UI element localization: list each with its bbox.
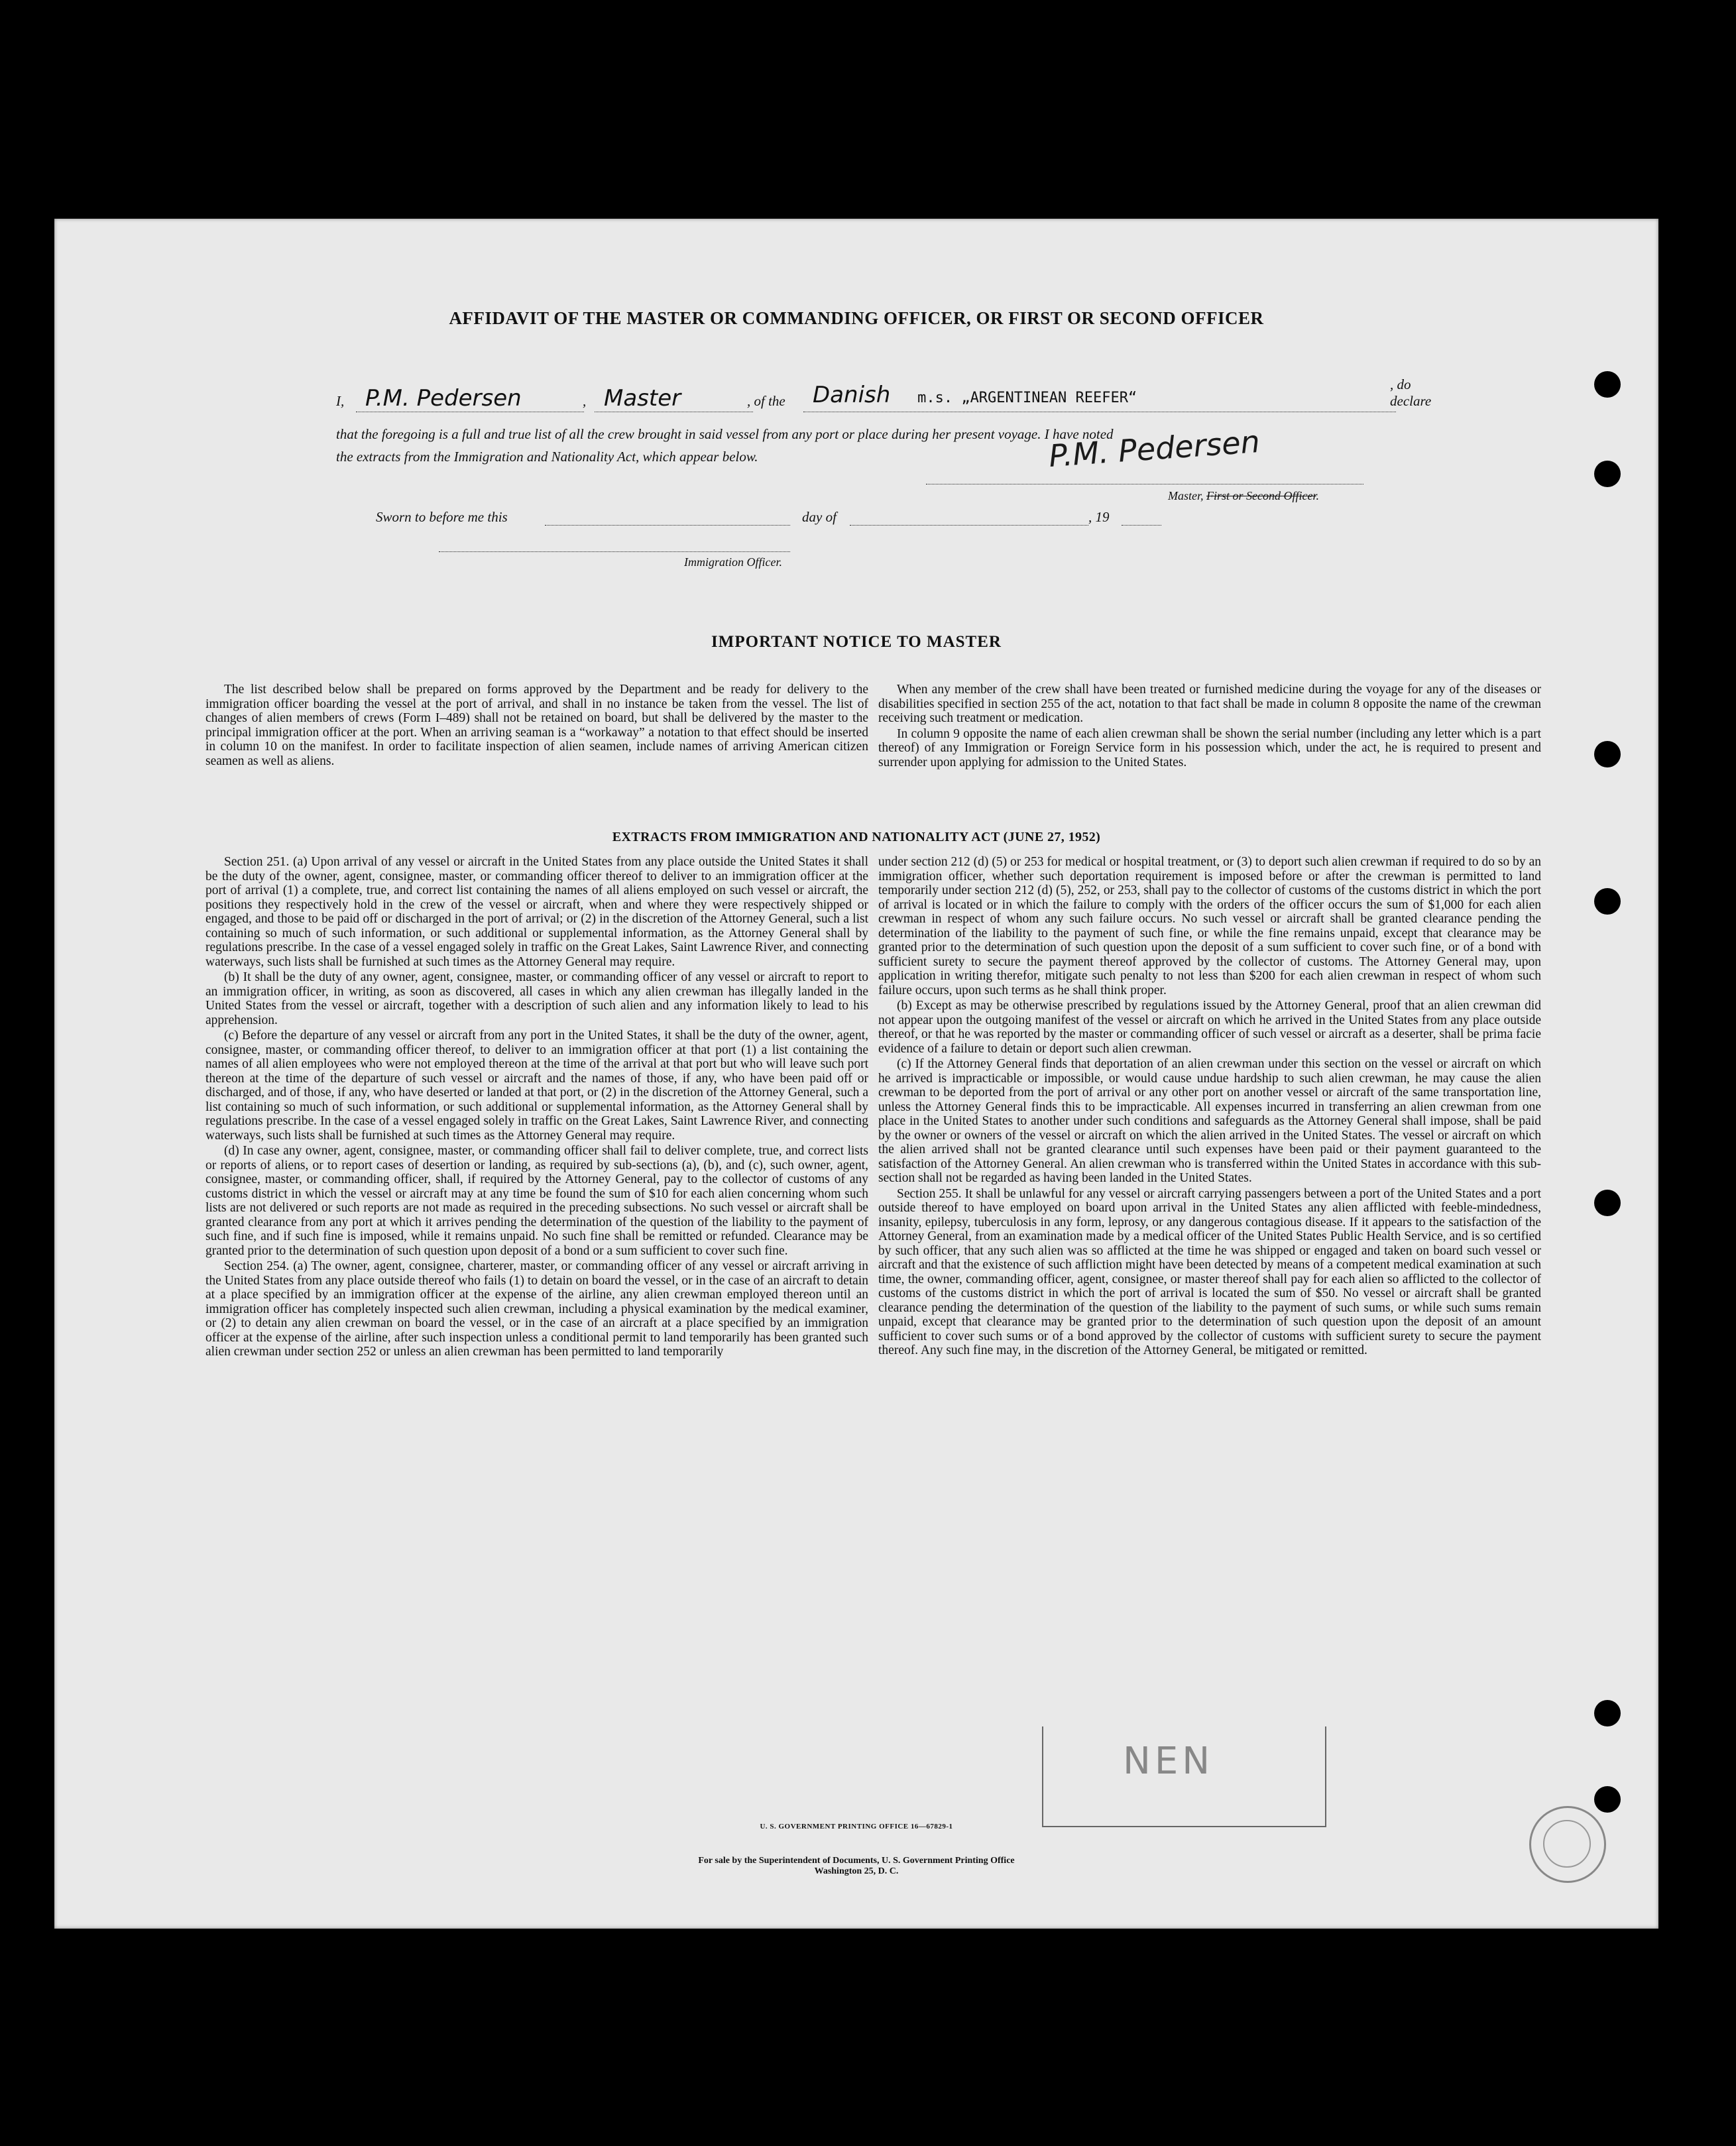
sig-caption-master: Master,: [1168, 489, 1206, 502]
extract-section-251d: (d) In case any owner, agent, consignee, master, or commanding officer shall fail to deliver complete, true, and correct lists or reports of aliens, or to report cases of desertion or landing, as required by sub-sections (a), (b), and (c), such owner, agent, consignee, master, or commanding officer, shall, if required by the Attorney General, pay to the collector of customs of any customs district in which the vessel or aircraft may at any time be found the sum of $10 for each alien concerning whom such lists are not delivered or such reports are not made as required in the preceding subsections. No such vessel or aircraft shall be granted clearance from any port at which it arrives pending the determination of the question of the liability to the payment of such fine, and if such fine is imposed, while it remains unpaid. No such fine shall be remitted or refunded. Clearance may be granted prior to the determination of such question upon deposit of a bond or a sum sufficient to cover such fine.: [205, 1144, 868, 1258]
declaration-line-2: that the foregoing is a full and true list of all the crew brought in said vessel from any port or place during her present voyage. I have noted: [336, 426, 1114, 442]
notice-right-column: [878, 683, 1541, 771]
year-label: , 19: [1088, 509, 1110, 525]
declaration-line-1: [336, 376, 1432, 418]
sworn-month-blank: [850, 525, 1088, 526]
of-the-label: , of the: [747, 393, 785, 409]
punch-hole: [1594, 888, 1621, 915]
sale-line-1: For sale by the Superintendent of Documents, U. S. Government Printing Office: [698, 1856, 1015, 1866]
punch-hole: [1594, 1786, 1621, 1813]
extract-section-251a: Section 251. (a) Upon arrival of any vessel or aircraft in the United States from any place outside the United States it shall be the duty of the owner, agent, consignee, master, or commanding officer thereof to deliver to an immigration officer at the port of arrival (1) a complete, true, and correct list containing the names of all aliens employed on such vessel or aircraft, the positions they respectively hold in the crew of the vessel or aircraft, when and where they were respectively shipped or engaged, and those to be paid off or discharged in the port of arrival; or (2) in the discretion of the Attorney General, such a list containing so much of such information, or such additional or supplemental information, as the Attorney General shall by regulations prescribe. In the case of a vessel engaged solely in traffic on the Great Lakes, Saint Lawrence River, and connecting waterways, such lists shall be furnished at such times as the Attorney General may require.: [205, 855, 868, 969]
comma-label: ,: [583, 393, 587, 409]
sworn-year-blank: [1122, 525, 1161, 526]
sale-info: [54, 1856, 1658, 1877]
punch-hole: [1594, 1700, 1621, 1726]
sale-line-2: Washington 25, D. C.: [814, 1866, 899, 1876]
sig-caption-end: .: [1316, 489, 1319, 502]
notice-left-column: [205, 683, 868, 769]
punch-hole: [1594, 371, 1621, 398]
vessel-name-value: m.s. „ARGENTINEAN REEFER“: [917, 390, 1137, 406]
master-name-field: P.M. Pedersen: [356, 385, 584, 412]
punch-hole: [1594, 461, 1621, 487]
do-declare-label: , do declare: [1390, 376, 1432, 409]
rank-field: Master: [595, 385, 753, 412]
extract-section-254b: (b) Except as may be otherwise prescribed by regulations issued by the Attorney General, proof that an alien crewman did not appear upon the outgoing manifest of the vessel or aircraft on which he arrived in the United States from any place outside thereof, or that he was reported by the master or commanding officer of such vessel or aircraft as a deserter, shall be prima facie evidence of a failure to detain or deport such alien crewman.: [878, 999, 1541, 1056]
notice-right-paragraph-1: When any member of the crew shall have been treated or furnished medicine during the voyage for any of the diseases or disabilities specified in section 255 of the act, notation to that fact shall be made in column 8 opposite the name of the crewman receiving such treatment or medication.: [878, 683, 1541, 725]
extracts-left-column: [205, 855, 868, 1361]
extract-section-254c: (c) If the Attorney General finds that deportation of an alien crewman under this section on the vessel or aircraft on which he arrived is impracticable or impossible, or would cause undue hardship to such alien crewman, he may cause the alien crewman to be deported from the port of arrival or any other port on another vessel or aircraft of the same transportation line, unless the Attorney General finds this to be impracticable. All expenses incurred in transferring an alien crewman from one place in the United States to another under such conditions and safeguards as the Attorney General shall impose, shall be paid by the owner or owners of the vessel or aircraft on which the alien arrived in the United States. The vessel or aircraft on which the alien arrived shall not be granted clearance until such expenses have been paid or their payment guaranteed to the satisfaction of the Attorney General. An alien crewman who is transferred within the United States in accordance with this sub-section shall not be regarded as having been landed in the United States.: [878, 1057, 1541, 1185]
printing-office-line: U. S. GOVERNMENT PRINTING OFFICE 16—67829-1: [760, 1823, 953, 1831]
declaration-line-3: the extracts from the Immigration and Nationality Act, which appear below.: [336, 449, 758, 465]
sworn-label: Sworn to before me this: [376, 509, 508, 525]
notice-left-paragraph: The list described below shall be prepared on forms approved by the Department and be ready for delivery to the immigration officer boarding the vessel at the port of arrival, and shall in no instance be taken from the vessel. The list of changes of alien members of crews (Form I–489) shall not be retained on board, but shall be delivered by the master to the principal immigration officer at the port. When an arriving seaman is a “workaway” a notation to that effect should be inserted in column 10 on the manifest. In order to facilitate inspection of alien seamen, include names of arriving American citizen seamen as well as aliens.: [205, 683, 868, 768]
extract-section-254a: Section 254. (a) The owner, agent, consignee, charterer, master, or commanding officer of any vessel or aircraft arriving in the United States from any place outside thereof who fails (1) to detain on board the vessel, or in the case of an aircraft to detain at a place specified by an immigration officer at the expense of the airline, any alien crewman employed thereon until an immigration officer has completely inspected such alien crewman, including a physical examination by the medical examiner, or (2) to detain any alien crewman on board the vessel, or in the case of an aircraft at a place specified by an immigration officer at the expense of the airline, after such inspection unless a conditional permit to land temporarily has been granted such alien crewman under section 252 or unless an alien crewman has been permitted to land temporarily: [205, 1259, 868, 1359]
document-page: [54, 219, 1658, 1929]
sig-caption-struck: First or Second Officer: [1206, 489, 1316, 502]
faint-stamp: [1042, 1726, 1326, 1827]
sworn-day-blank: [545, 525, 790, 526]
notice-right-paragraph-2: In column 9 opposite the name of each alien crewman shall be shown the serial number (including any letter which is a part thereof) of any Immigration or Foreign Service form in his possession which, under the act, he is required to present and surrender upon applying for admission to the United States.: [878, 726, 1541, 769]
extracts-right-column: [878, 855, 1541, 1359]
master-signature: P.M. Pedersen: [1047, 423, 1261, 475]
extract-section-251b: (b) It shall be the duty of any owner, agent, consignee, master, or commanding officer of any vessel or aircraft to report to an immigration officer, in writing, as soon as discovered, all cases in which any alien crewman has illegally landed in the United States from the vessel or aircraft, together with a description of such alien and any information likely to lead to his apprehension.: [205, 970, 868, 1027]
extracts-title: EXTRACTS FROM IMMIGRATION AND NATIONALITY ACT (JUNE 27, 1952): [612, 830, 1101, 844]
stamp-text: NEN: [1123, 1740, 1214, 1783]
nationality-value: Danish: [813, 382, 891, 408]
i-label: I,: [336, 393, 345, 409]
punch-hole: [1594, 1190, 1621, 1216]
signature-caption: [1168, 489, 1319, 503]
extract-section-251c: (c) Before the departure of any vessel or aircraft from any port in the United States, it shall be the duty of the owner, agent, consignee, master, or commanding officer thereof, to deliver to an immigration officer at that port (1) a list containing the names of all alien employees who were not employed thereon at the time of the arrival at that port but who will leave such port thereon at the time of the departure of such vessel or aircraft and the names of those, if any, who have been paid off or discharged, and of those, if any, who have deserted or landed at that port, or (2) in the discretion of the Attorney General, such a list containing so much of such information, or such additional or supplemental information, as the Attorney General shall by regulations prescribe. In the case of a vessel engaged solely in traffic on the Great Lakes, Saint Lawrence River, and connecting waterways, such lists shall be furnished at such times as the Attorney General may require.: [205, 1029, 868, 1143]
extract-section-255: Section 255. It shall be unlawful for any vessel or aircraft carrying passengers between a port of the United States and a port outside thereof to have employed on board upon arrival in the United States any alien afflicted with feeble-mindedness, insanity, epilepsy, tuberculosis in any form, leprosy, or any dangerous contagious disease. If it appears to the satisfaction of the Attorney General, from an examination made by a medical officer of the United States Public Health Service, and is so certified by such officer, that any such alien was so afflicted at the time he was shipped or engaged and taken on board such vessel or aircraft and that the existence of such affliction might have been detected by means of a competent medical examination at such time, the owner, commanding officer, agent, consignee, or master thereof shall pay for each alien so afflicted to the collector of customs of the customs district in which the port of arrival is located the sum of $50. No vessel or aircraft shall be granted clearance pending the determination of the question of the liability to the payment of such sums, or while such sums remain unpaid, except that clearance may be granted prior to the determination of such question upon the deposit of an amount sufficient to cover such sums or of a bond approved by the collector of customs with sufficient surety to secure the payment thereof. Any such fine may, in the discretion of the Attorney General, be mitigated or remitted.: [878, 1186, 1541, 1357]
vessel-field: [803, 382, 1396, 412]
notice-title: IMPORTANT NOTICE TO MASTER: [711, 633, 1002, 651]
officer-signature-line: [439, 551, 790, 552]
officer-caption: Immigration Officer.: [684, 555, 782, 569]
sworn-line: [376, 509, 1171, 536]
extract-section-254a-cont: under section 212 (d) (5) or 253 for medical or hospital treatment, or (3) to deport such alien crewman if required to do so by an immigration officer, whether such deportation requirement is imposed before or after the crewman is permitted to land temporarily under section 212 (d) (5), 252, or 253, shall pay to the collector of customs of the customs district in which the port of arrival is located or in which the failure to comply with the orders of the officer occurs the sum of $1,000 for each alien crewman in respect of whom any such failure occurs. No such vessel or aircraft shall be granted clearance pending the determination of the liability to the payment of such fine, or while the fine remains unpaid, except that clearance may be granted prior to the determination of such question upon the deposit of a sum sufficient to cover such fine, or of a bond with sufficient surety to secure the payment thereof approved by the collector of customs. The Attorney General may, upon application in writing therefor, mitigate such penalty to not less than $200 for each alien crewman in respect of whom such failure occurs, upon such terms as he shall think proper.: [878, 855, 1541, 997]
day-of-label: day of: [802, 509, 837, 525]
affidavit-title: AFFIDAVIT OF THE MASTER OR COMMANDING OFFICER, OR FIRST OR SECOND OFFICER: [449, 308, 1264, 328]
punch-hole: [1594, 741, 1621, 767]
